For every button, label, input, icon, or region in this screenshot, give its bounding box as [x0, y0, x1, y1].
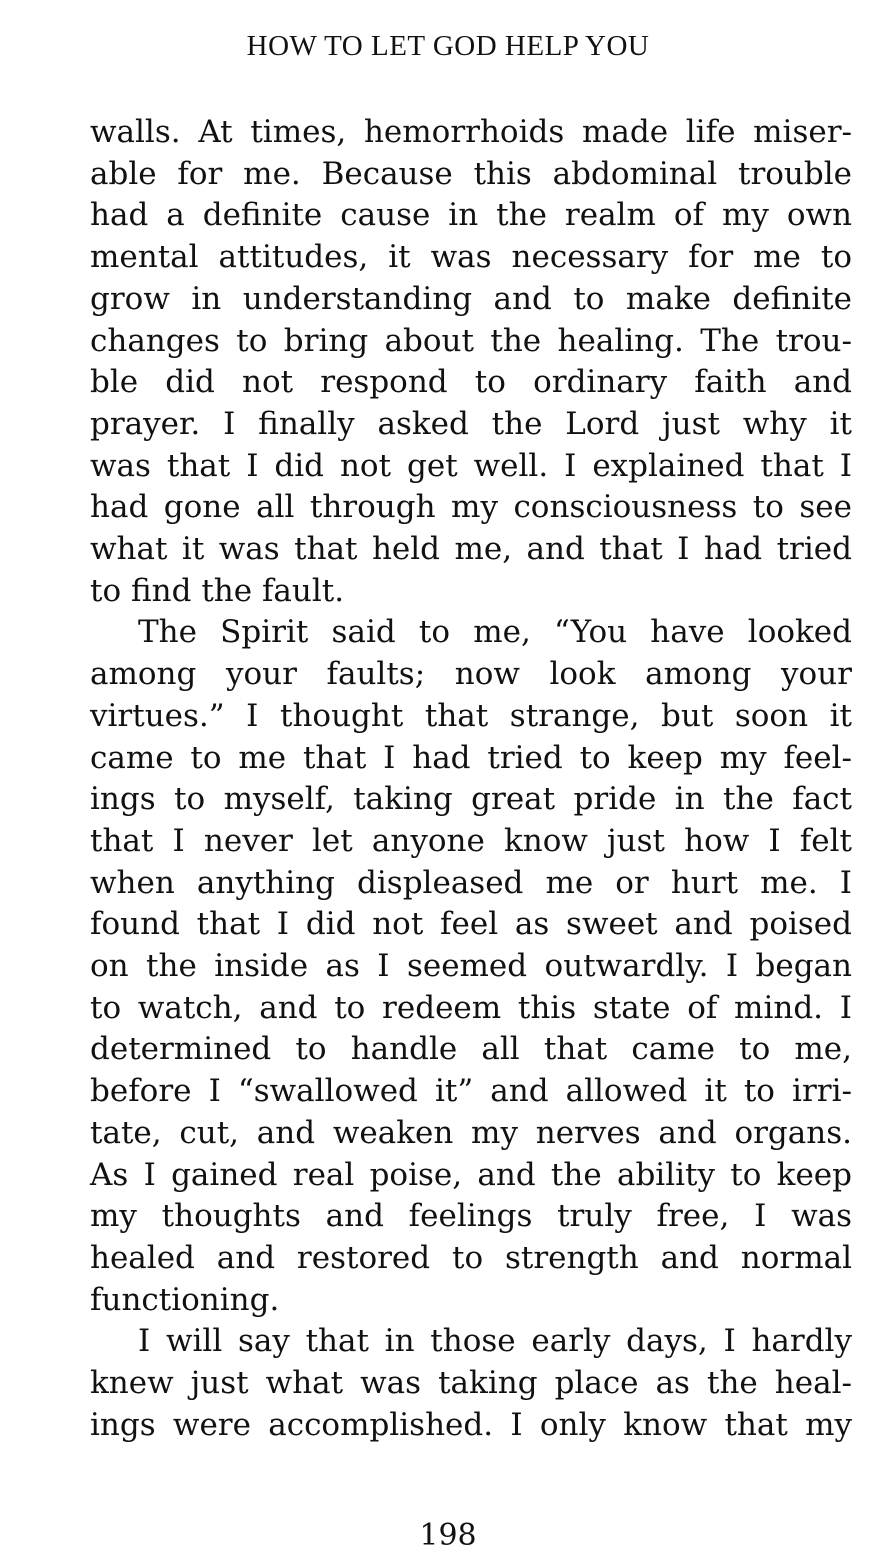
text-line: on the inside as I seemed outwardly. I began: [90, 948, 852, 985]
text-line: found that I did not feel as sweet and poised: [90, 906, 852, 943]
text-line: knew just what was taking place as the heal-: [90, 1365, 852, 1402]
text-line: The Spirit said to me, “You have looked: [138, 614, 852, 651]
text-line: I will say that in those early days, I hardly: [138, 1323, 852, 1360]
text-line: grow in understanding and to make definite: [90, 280, 852, 317]
text-line: what it was that held me, and that I had tried: [90, 531, 852, 568]
text-line: to find the fault.: [90, 572, 345, 609]
text-line: able for me. Because this abdominal trouble: [90, 155, 852, 192]
text-line: before I “swallowed it” and allowed it to irri-: [90, 1073, 852, 1110]
running-head: HOW TO LET GOD HELP YOU: [246, 30, 650, 62]
text-line: ings to myself, taking great pride in the fact: [90, 781, 852, 818]
text-line: had gone all through my consciousness to see: [90, 489, 852, 526]
text-line: As I gained real poise, and the ability to keep: [90, 1156, 852, 1193]
text-line: determined to handle all that came to me,: [90, 1031, 852, 1068]
paragraph: [90, 1321, 852, 1446]
page-number: 198: [419, 1518, 477, 1553]
text-line: functioning.: [90, 1281, 280, 1318]
paragraph: [90, 612, 852, 1321]
text-line: prayer. I finally asked the Lord just why it: [90, 405, 852, 442]
text-line: changes to bring about the healing. The trou-: [90, 322, 852, 359]
text-line: when anything displeased me or hurt me. I: [90, 864, 852, 901]
text-line: among your faults; now look among your: [90, 656, 852, 693]
text-line: ble did not respond to ordinary faith and: [90, 364, 852, 401]
text-line: walls. At times, hemorrhoids made life miser-: [90, 114, 852, 150]
text-line: virtues.” I thought that strange, but soon it: [90, 697, 852, 734]
text-line: tate, cut, and weaken my nerves and organs.: [90, 1114, 852, 1151]
text-line: ings were accomplished. I only know that my: [90, 1406, 852, 1443]
text-line: mental attitudes, it was necessary for me to: [90, 239, 852, 276]
body-text: [90, 112, 852, 1447]
text-line: had a definite cause in the realm of my own: [90, 197, 852, 234]
text-line: to watch, and to redeem this state of mind. I: [90, 989, 852, 1026]
paragraph: [90, 112, 852, 612]
text-line: was that I did not get well. I explained that I: [90, 447, 852, 484]
text-line: healed and restored to strength and normal: [90, 1239, 852, 1276]
text-line: that I never let anyone know just how I felt: [90, 822, 852, 859]
text-line: came to me that I had tried to keep my feel-: [90, 739, 852, 776]
text-line: my thoughts and feelings truly free, I was: [90, 1198, 852, 1235]
